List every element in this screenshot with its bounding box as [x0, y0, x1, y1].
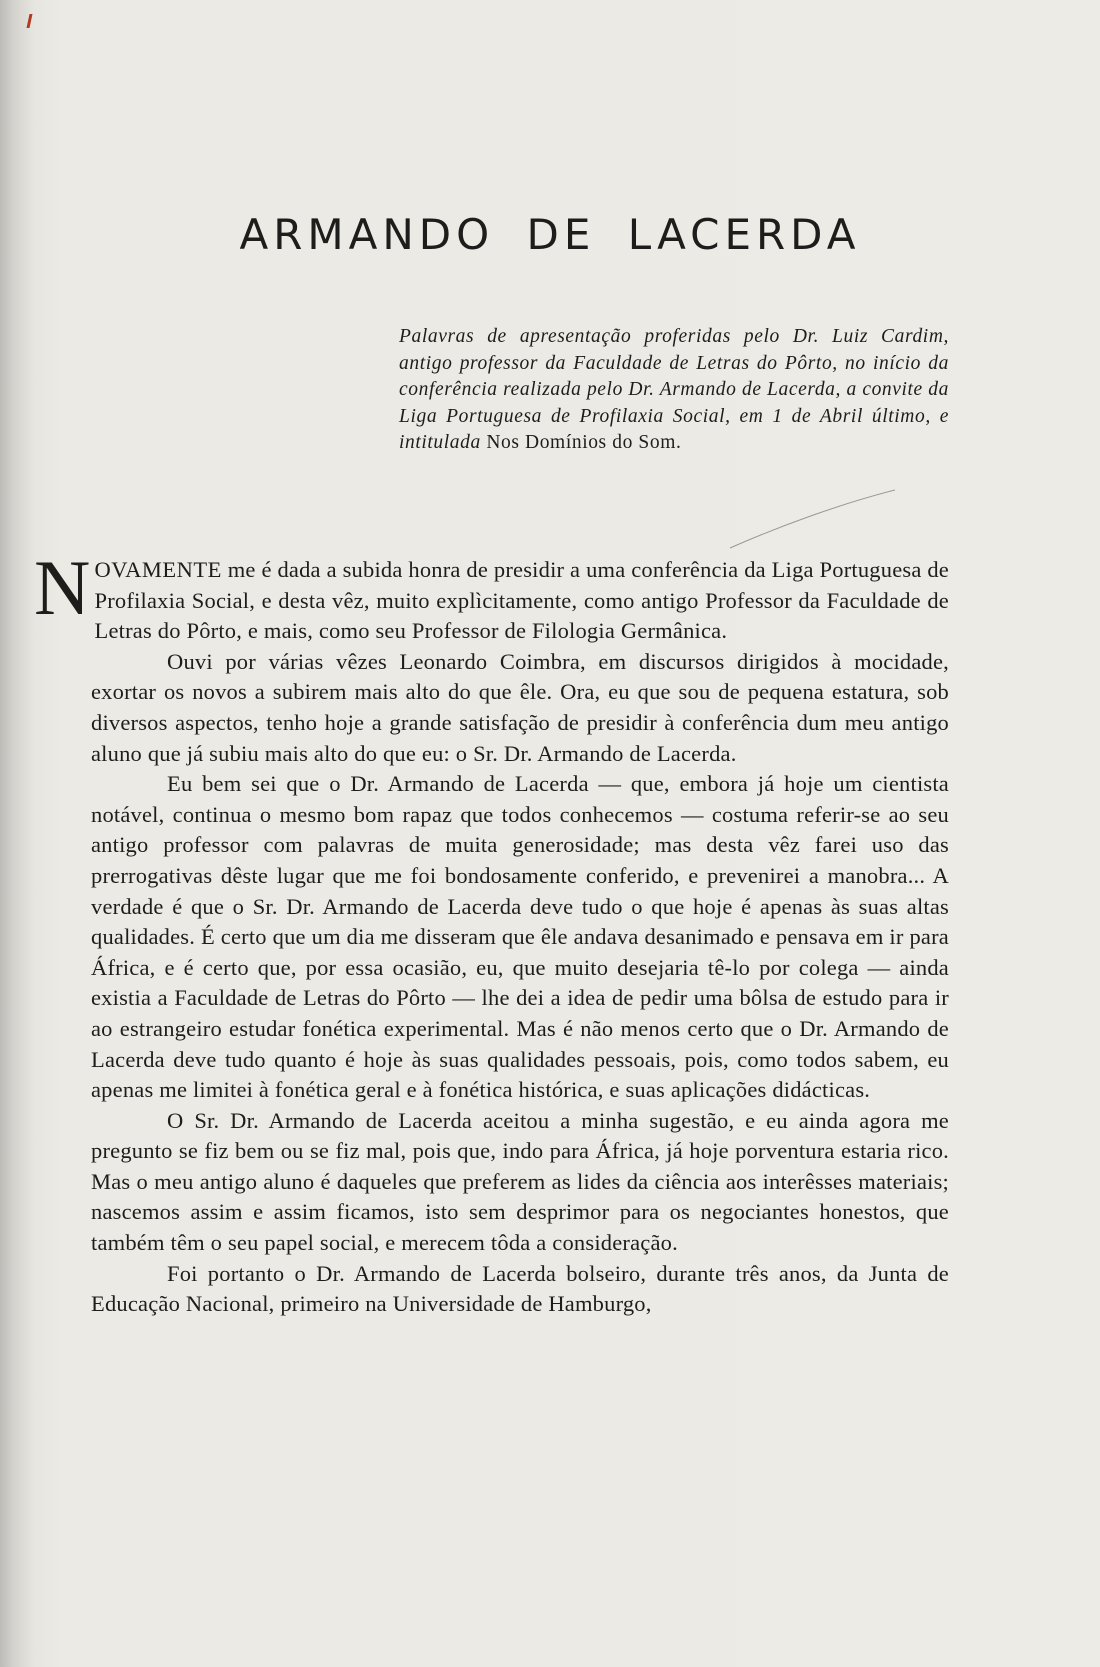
pencil-stroke-mark [720, 486, 900, 556]
intro-note [399, 324, 949, 457]
paragraph-5: Foi portanto o Dr. Armando de Lacerda bolseiro, durante três anos, da Junta de Educação Nacional, primeiro na Universidade de Hamburgo, [91, 1260, 949, 1317]
drop-cap: N [34, 544, 91, 631]
paragraph-4: O Sr. Dr. Armando de Lacerda aceitou a minha sugestão, e eu ainda agora me pregunto se fiz bem ou se fiz mal, pois que, indo para África, já hoje porventura estaria rico. Mas o meu antigo aluno é daqueles que preferem as lides da ciência aos interêsses materiais; nascemos assim e assim ficamos, isto sem desprimor para os negociantes honestos, que também têm o seu papel social, e merecem tôda a consideração. [91, 1107, 949, 1256]
paragraph-1 [34, 544, 949, 647]
paragraph-3: Eu bem sei que o Dr. Armando de Lacerda — que, embora já hoje um cientista notável, continua o mesmo bom rapaz que todos conhecemos — costuma referir-se ao seu antigo professor com palavras de muita generosidade; mas desta vêz farei uso das prerrogativas dêste lugar que me foi bondosamente conferido, e prevenirei a manobra... A verdade é que o Sr. Dr. Armando de Lacerda deve tudo o que hoje é apenas às suas altas qualidades. É certo que um dia me disseram que êle andava desanimado e pensava em ir para África, e é certo que, por essa ocasião, eu, que muito desejaria tê-lo por colega — ainda existia a Faculdade de Letras do Pôrto — lhe dei a idea de pedir uma bôlsa de estudo para ir ao estrangeiro estudar fonética experimental. Mas é não menos certo que o Dr. Armando de Lacerda deve tudo quanto é hoje às suas qualidades pessoais, pois, como todos sabem, eu apenas me limitei à fonética geral e à fonética histórica, e suas aplicações didácticas. [91, 771, 949, 1103]
paragraph-1-text: me é dada a subida honra de presidir a uma conferência da Liga Portuguesa de Profilaxia Social, e desta vêz, muito explìcitamente, como antigo Professor da Faculdade de Letras do Pôrto, e mais, como seu Professor de Filologia Germânica. [94, 557, 949, 644]
intro-italic-text: Palavras de apresentação proferidas pelo Dr. Luiz Cardim, antigo professor da Faculdade de Letras do Pôrto, no início da conferência realizada pelo Dr. Armando de Lacerda, a convite da Liga Portuguesa de Profilaxia Social, em 1 de Abril último, e intitulada [399, 326, 949, 453]
paragraph-2: Ouvi por várias vêzes Leonardo Coimbra, em discursos dirigidos à mocidade, exortar os novos a subirem mais alto do que êle. Ora, eu que sou de pequena estatura, sob diversos aspectos, tenho hoje a grande satisfação de presidir à conferência dum meu antigo aluno que já subiu mais alto do que eu: o Sr. Dr. Armando de Lacerda. [91, 648, 949, 766]
body-text [34, 544, 949, 1320]
margin-mark [27, 14, 33, 28]
first-word: OVAMENTE [94, 557, 222, 582]
lecture-title: Nos Domínios do Som. [486, 432, 682, 453]
page-title: ARMANDO DE LACERDA [239, 210, 861, 259]
